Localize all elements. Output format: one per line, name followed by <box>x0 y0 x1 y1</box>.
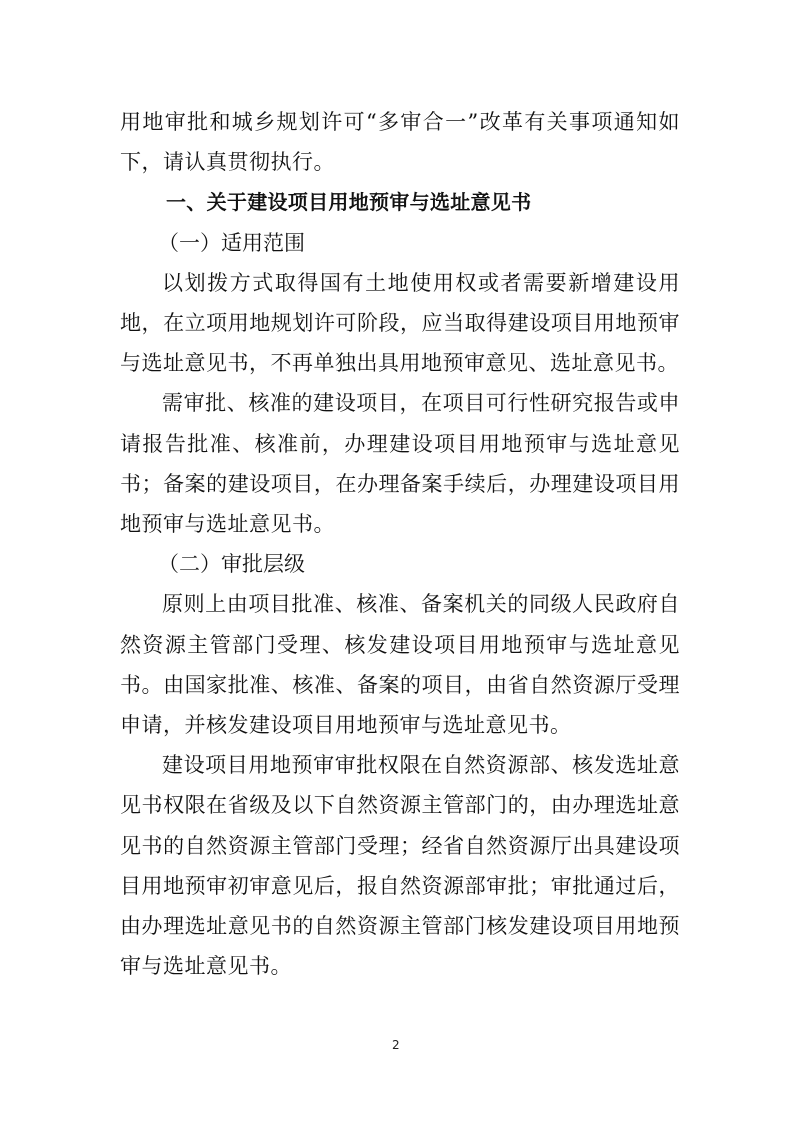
paragraph-approval-1: 原则上由项目批准、核准、备案机关的同级人民政府自然资源主管部门受理、核发建设项目用地预审与选址意见书。由国家批准、核准、备案的项目，由省自然资源厅受理申请，并核发建设项目用地预审与选址意见书。 <box>120 592 680 738</box>
page-number: 2 <box>392 1038 400 1052</box>
paragraph-scope-1: 以划拨方式取得国有土地使用权或者需要新增建设用地，在立项用地规划许可阶段，应当取得建设项目用地预审与选址意见书，不再单独出具用地预审意见、选址意见书。 <box>120 270 680 376</box>
document-body <box>120 102 680 986</box>
subsection-heading-approval-level: （二）审批层级 <box>158 552 305 577</box>
paragraph-scope-2: 需审批、核准的建设项目，在项目可行性研究报告或申请报告批准、核准前，办理建设项目用地预审与选址意见书；备案的建设项目，在办理备案手续后，办理建设项目用地预审与选址意见书。 <box>120 391 680 537</box>
subsection-heading-scope: （一）适用范围 <box>158 230 305 255</box>
paragraph-continuation: 用地审批和城乡规划许可“多审合一”改革有关事项通知如下，请认真贯彻执行。 <box>120 110 680 175</box>
section-heading-1: 一、关于建设项目用地预审与选址意见书 <box>166 190 532 215</box>
paragraph-approval-2: 建设项目用地预审审批权限在自然资源部、核发选址意见书权限在省级及以下自然资源主管部门的，由办理选址意见书的自然资源主管部门受理；经省自然资源厅出具建设项目用地预审初审意见后，报自然资源部审批；审批通过后，由办理选址意见书的自然资源主管部门核发建设项目用地预审与选址意见书。 <box>120 753 680 979</box>
